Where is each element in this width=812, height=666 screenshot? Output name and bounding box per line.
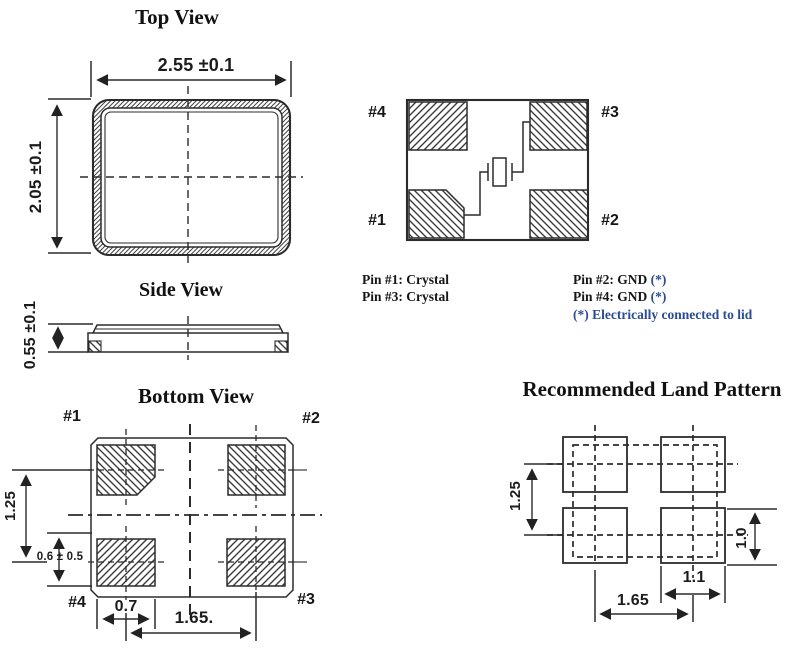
schematic-pad-2: [530, 190, 588, 238]
pin-note-4: Pin #4: GND (*): [573, 289, 667, 304]
land-col-pitch-dim: 1.65: [617, 592, 649, 609]
bottom-pad-offset-dim: 0.6 ± 0.5: [36, 551, 84, 563]
bottom-pin4-label: #4: [68, 594, 86, 611]
pin-note-1: Pin #1: Crystal: [362, 272, 449, 287]
top-view-width-dim: 2.55 ±0.1: [157, 55, 235, 75]
land-pattern-title: Recommended Land Pattern: [522, 377, 782, 401]
bottom-col-pitch-dim: 1.65.: [174, 608, 214, 627]
schematic-pin4-label: #4: [368, 104, 386, 121]
schematic-pin2-label: #2: [601, 212, 619, 229]
side-view-drawing: [48, 316, 288, 360]
side-view-thickness-dim: 0.55 ±0.1: [22, 300, 39, 370]
land-row-pitch-dim: 1.25: [507, 481, 524, 511]
bottom-pin1-label: #1: [63, 408, 81, 425]
top-view-height-dim: 2.05 ±0.1: [26, 140, 45, 214]
castellation-left: [89, 341, 101, 352]
castellation-right: [275, 341, 287, 352]
schematic-pin3-label: #3: [601, 104, 619, 121]
bottom-view-title: Bottom View: [137, 384, 255, 408]
pin-notes-right: [573, 271, 752, 323]
top-view-title: Top View: [135, 5, 219, 29]
land-pad-width-dim: 1.1: [682, 569, 706, 586]
bottom-pin3-label: #3: [297, 591, 315, 608]
pin-footnote: (*) Electrically connected to lid: [573, 307, 753, 322]
schematic-pin1-label: #1: [368, 212, 386, 229]
pin-notes-left: [362, 271, 449, 305]
bottom-row-pitch-dim: 1.25: [2, 491, 19, 521]
pin-note-2: Pin #2: GND (*): [573, 272, 667, 287]
bottom-pin2-label: #2: [302, 410, 320, 427]
crystal-symbol: [493, 158, 506, 186]
pin-schematic-drawing: [407, 100, 588, 240]
pin-note-3: Pin #3: Crystal: [362, 289, 449, 304]
schematic-pad-3: [530, 102, 587, 150]
land-pad-height-dim: 1.0: [733, 527, 750, 549]
schematic-pad-4: [409, 102, 467, 150]
top-view-drawing: [48, 61, 303, 266]
side-view-title: Side View: [139, 279, 223, 301]
bottom-pad-width-dim: 0.7: [114, 598, 138, 615]
